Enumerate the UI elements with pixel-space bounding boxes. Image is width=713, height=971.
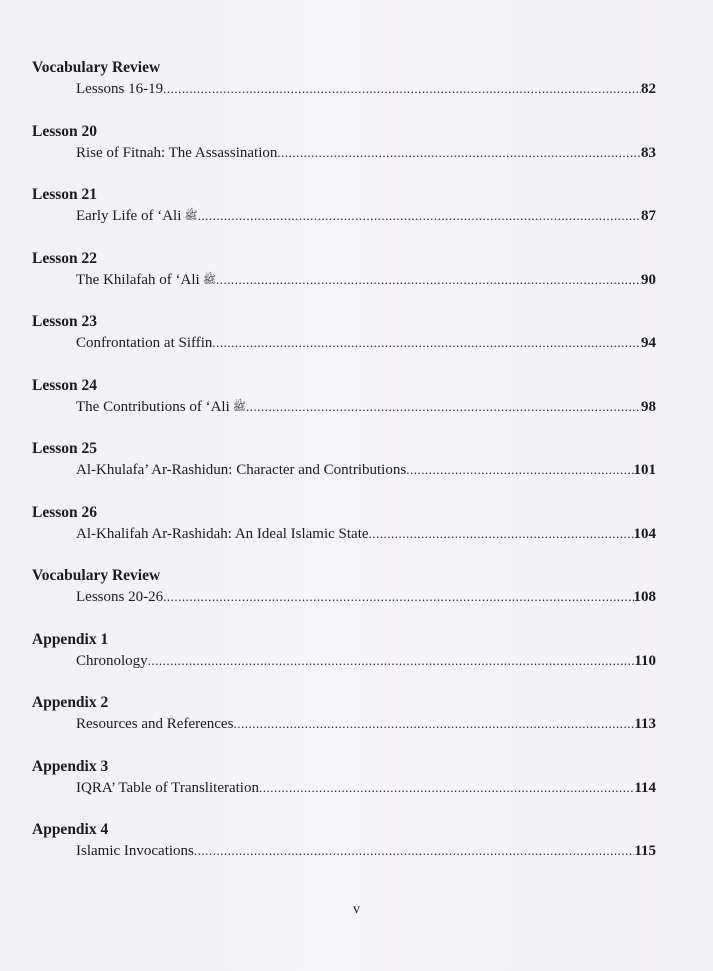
dot-leader (163, 586, 633, 608)
toc-page-number: 87 (641, 208, 656, 224)
honorific-glyph: ﷺ (232, 400, 247, 413)
toc-entry (32, 566, 656, 630)
toc-item-title: The Contributions of ‘Ali (76, 398, 230, 415)
toc-item-title: Chronology (76, 652, 148, 669)
toc-item-title: IQRA’ Table of Transliteration (76, 779, 259, 796)
toc-page-number: 110 (634, 652, 656, 669)
toc-line[interactable] (76, 78, 656, 100)
page-footer-number: v (353, 902, 360, 917)
toc-section-title: Lesson 24 (32, 376, 98, 394)
dot-leader (233, 713, 634, 735)
dot-leader (369, 523, 634, 545)
toc-entry (32, 185, 656, 249)
honorific-glyph: ﷺ (184, 210, 198, 222)
toc-entry (32, 122, 656, 186)
table-of-contents (32, 58, 656, 884)
toc-item-title: The Khilafah of ‘Ali (76, 271, 200, 288)
toc-entry (32, 757, 656, 821)
toc-line[interactable] (76, 713, 656, 735)
toc-line[interactable] (76, 332, 656, 354)
toc-page-number: 101 (633, 462, 656, 478)
toc-item-title: Confrontation at Siffin (76, 335, 213, 351)
toc-item-title: Islamic Invocations (76, 843, 194, 859)
toc-line[interactable] (76, 459, 656, 481)
toc-page-number: 104 (633, 525, 656, 542)
toc-page-number: 114 (634, 779, 656, 796)
toc-line[interactable] (76, 269, 656, 291)
toc-page-number: 94 (641, 335, 656, 351)
toc-entry (32, 312, 656, 376)
toc-section-title: Lesson 20 (32, 122, 98, 140)
toc-section-title: Lesson 25 (32, 440, 98, 457)
toc-section-title: Vocabulary Review (32, 59, 161, 76)
toc-section-title: Lesson 23 (32, 313, 98, 330)
dot-leader (163, 78, 641, 100)
toc-entry (32, 249, 656, 313)
toc-section-title: Appendix 3 (32, 757, 109, 775)
toc-item-title: Rise of Fitnah: The Assassination (76, 144, 278, 161)
toc-section-title: Lesson 22 (32, 249, 98, 267)
toc-item-title: Resources and References (76, 716, 234, 732)
dot-leader (406, 459, 633, 481)
toc-page-number: 115 (634, 843, 656, 859)
dot-leader (216, 269, 641, 291)
toc-entry (32, 376, 656, 440)
toc-line[interactable] (76, 142, 656, 164)
toc-item-title: Lessons 16-19 (76, 81, 164, 97)
toc-page-number: 113 (634, 716, 656, 732)
toc-line[interactable] (76, 586, 656, 608)
toc-page-number: 83 (641, 144, 656, 161)
toc-entry (32, 693, 656, 757)
toc-line[interactable] (76, 777, 656, 799)
dot-leader (259, 777, 634, 799)
toc-page-number: 98 (641, 398, 656, 415)
toc-page-number: 108 (633, 589, 656, 605)
toc-page-number: 90 (641, 271, 656, 288)
honorific-glyph: ﷺ (202, 273, 217, 286)
toc-entry (32, 503, 656, 567)
toc-entry (32, 630, 656, 694)
toc-section-title: Appendix 4 (32, 821, 109, 838)
toc-line[interactable] (76, 650, 656, 672)
toc-item-title: Early Life of ‘Ali (76, 208, 182, 224)
toc-line[interactable] (76, 523, 656, 545)
dot-leader (246, 396, 641, 418)
toc-entry (32, 439, 656, 503)
toc-item-title: Lessons 20-26 (76, 589, 164, 605)
toc-item-title: Al-Khalifah Ar-Rashidah: An Ideal Islamic State (76, 525, 369, 542)
dot-leader (277, 142, 641, 164)
toc-section-title: Appendix 2 (32, 694, 109, 711)
toc-section-title: Lesson 21 (32, 186, 98, 203)
toc-page-number: 82 (641, 81, 656, 97)
dot-leader (194, 840, 634, 862)
toc-line[interactable] (76, 840, 656, 862)
toc-line[interactable] (76, 205, 656, 227)
dot-leader (212, 332, 641, 354)
toc-item-title: Al-Khulafa’ Ar-Rashidun: Character and Contributions (76, 462, 407, 478)
toc-entry (32, 58, 656, 122)
toc-line[interactable] (76, 396, 656, 418)
toc-section-title: Appendix 1 (32, 630, 109, 648)
dot-leader (148, 650, 635, 672)
toc-entry (32, 820, 656, 884)
toc-section-title: Vocabulary Review (32, 567, 161, 584)
dot-leader (198, 205, 641, 227)
toc-section-title: Lesson 26 (32, 503, 98, 521)
